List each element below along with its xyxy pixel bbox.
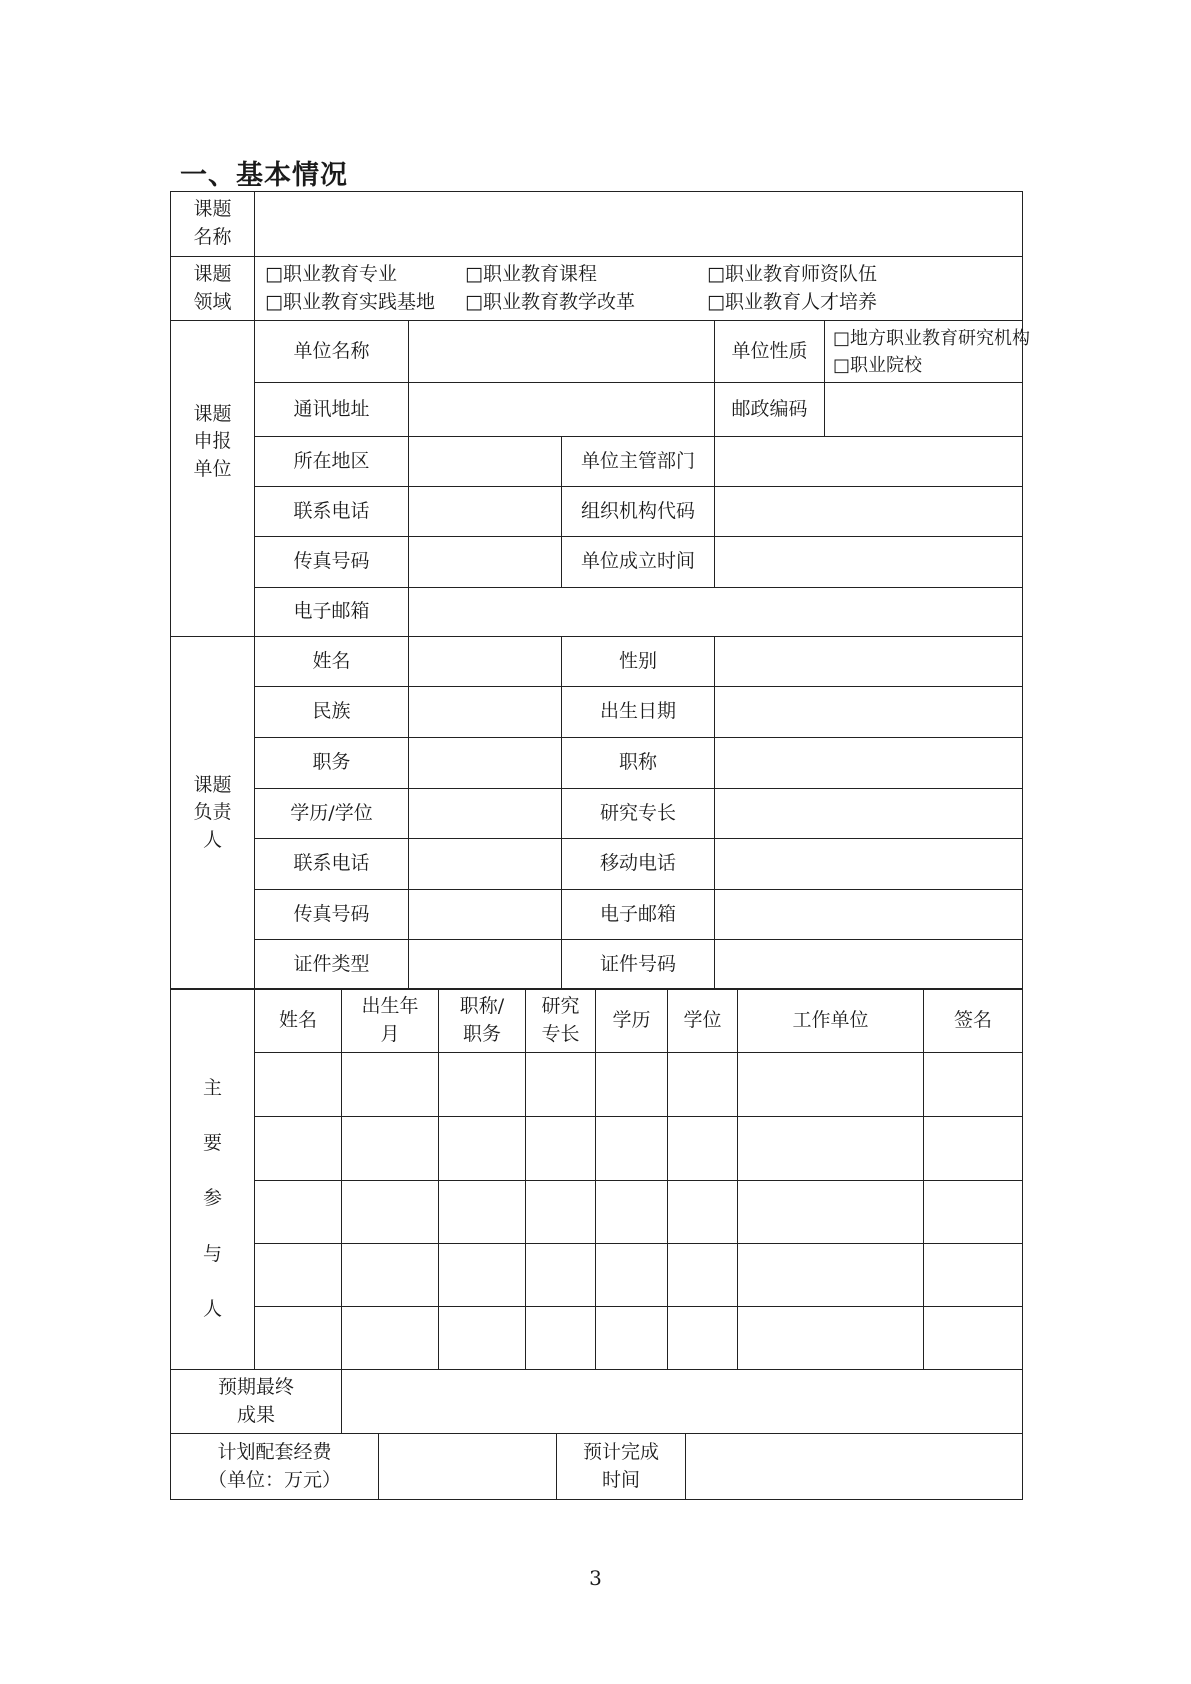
- cell[interactable]: [596, 1053, 668, 1117]
- finish-time-input[interactable]: [686, 1434, 1023, 1500]
- leader-mobile-label: 移动电话: [562, 839, 715, 890]
- cell[interactable]: [596, 1117, 668, 1181]
- unit-phone-input[interactable]: [409, 487, 562, 537]
- unit-nature-options: [825, 321, 1031, 383]
- finish-time-label: 预计完成 时间: [557, 1434, 686, 1500]
- cell[interactable]: [668, 1117, 738, 1181]
- cell[interactable]: [924, 1244, 1023, 1307]
- outcome-table: [170, 1369, 1023, 1434]
- leader-birth-label: 出生日期: [562, 687, 715, 738]
- leader-birth-input[interactable]: [715, 687, 1023, 738]
- leader-id-number-input[interactable]: [715, 940, 1023, 990]
- table-row: [171, 1181, 1023, 1244]
- leader-email-input[interactable]: [715, 890, 1023, 940]
- leader-email-label: 电子邮箱: [562, 890, 715, 940]
- leader-name-label: 姓名: [255, 637, 409, 687]
- cell[interactable]: [342, 1307, 439, 1370]
- leader-id-number-label: 证件号码: [562, 940, 715, 990]
- header-title: 职称/ 职务: [439, 989, 526, 1053]
- cell[interactable]: [924, 1053, 1023, 1117]
- cell[interactable]: [924, 1181, 1023, 1244]
- cell[interactable]: [668, 1053, 738, 1117]
- cell[interactable]: [738, 1307, 924, 1370]
- cell[interactable]: [924, 1307, 1023, 1370]
- cell[interactable]: [526, 1244, 596, 1307]
- unit-table-top: [170, 320, 1031, 437]
- header-education: 学历: [596, 989, 668, 1053]
- unit-address-input[interactable]: [409, 383, 715, 437]
- option-major[interactable]: □职业教育专业: [265, 262, 397, 285]
- participants-section-label: 主 要 参 与 人: [171, 989, 255, 1370]
- leader-position-input[interactable]: [409, 738, 562, 789]
- nature-option-research[interactable]: □地方职业教育研究机构: [833, 327, 1031, 349]
- page-number: 3: [589, 1566, 602, 1590]
- cell[interactable]: [342, 1117, 439, 1181]
- option-teachers[interactable]: □职业教育师资队伍: [707, 262, 877, 285]
- leader-name-input[interactable]: [409, 637, 562, 687]
- nature-option-college[interactable]: □职业院校: [833, 354, 923, 376]
- unit-name-input[interactable]: [409, 321, 715, 383]
- cell[interactable]: [255, 1117, 342, 1181]
- cell[interactable]: [255, 1053, 342, 1117]
- cell[interactable]: [738, 1053, 924, 1117]
- cell[interactable]: [255, 1181, 342, 1244]
- header-signature: 签名: [924, 989, 1023, 1053]
- unit-org-code-label: 组织机构代码: [562, 487, 715, 537]
- section-title: 一、基本情况: [180, 160, 348, 191]
- option-practice-base[interactable]: □职业教育实践基地: [265, 290, 435, 313]
- cell[interactable]: [342, 1244, 439, 1307]
- unit-founded-input[interactable]: [715, 537, 1023, 588]
- cell[interactable]: [526, 1053, 596, 1117]
- cell[interactable]: [439, 1117, 526, 1181]
- header-birth: 出生年 月: [342, 989, 439, 1053]
- unit-name-label: 单位名称: [255, 321, 409, 383]
- leader-position-label: 职务: [255, 738, 409, 789]
- leader-gender-label: 性别: [562, 637, 715, 687]
- topic-table: [170, 191, 1023, 321]
- leader-specialty-input[interactable]: [715, 789, 1023, 839]
- leader-phone-input[interactable]: [409, 839, 562, 890]
- leader-fax-label: 传真号码: [255, 890, 409, 940]
- unit-section-label: 课题 申报 单位: [171, 437, 255, 637]
- topic-name-label: 课题 名称: [171, 192, 255, 257]
- cell[interactable]: [439, 1053, 526, 1117]
- cell[interactable]: [596, 1181, 668, 1244]
- cell[interactable]: [526, 1117, 596, 1181]
- header-specialty: 研究 专长: [526, 989, 596, 1053]
- unit-email-label: 电子邮箱: [255, 588, 409, 637]
- topic-field-label: 课题 领域: [171, 257, 255, 321]
- leader-phone-label: 联系电话: [255, 839, 409, 890]
- unit-region-label: 所在地区: [255, 437, 409, 487]
- participants-table: [170, 988, 1023, 1370]
- leader-specialty-label: 研究专长: [562, 789, 715, 839]
- leader-title-label: 职称: [562, 738, 715, 789]
- outcome-input[interactable]: [342, 1370, 1023, 1434]
- leader-title-input[interactable]: [715, 738, 1023, 789]
- funding-input[interactable]: [379, 1434, 557, 1500]
- funding-table: [170, 1433, 1023, 1500]
- unit-org-code-input[interactable]: [715, 487, 1023, 537]
- leader-ethnicity-label: 民族: [255, 687, 409, 738]
- leader-id-type-input[interactable]: [409, 940, 562, 990]
- topic-field-row-2: [265, 289, 1022, 317]
- topic-field-row-1: [265, 261, 1022, 289]
- cell[interactable]: [439, 1181, 526, 1244]
- cell[interactable]: [596, 1307, 668, 1370]
- leader-ethnicity-input[interactable]: [409, 687, 562, 738]
- table-row: [171, 1307, 1023, 1370]
- leader-education-input[interactable]: [409, 789, 562, 839]
- cell[interactable]: [738, 1117, 924, 1181]
- cell[interactable]: [596, 1244, 668, 1307]
- option-curriculum[interactable]: □职业教育课程: [465, 262, 597, 285]
- cell[interactable]: [439, 1244, 526, 1307]
- option-talent[interactable]: □职业教育人才培养: [707, 290, 877, 313]
- header-work-unit: 工作单位: [738, 989, 924, 1053]
- leader-education-label: 学历/学位: [255, 789, 409, 839]
- cell[interactable]: [924, 1117, 1023, 1181]
- table-row: [171, 1117, 1023, 1181]
- unit-phone-label: 联系电话: [255, 487, 409, 537]
- cell[interactable]: [526, 1307, 596, 1370]
- unit-fax-input[interactable]: [409, 537, 562, 588]
- option-teaching-reform[interactable]: □职业教育教学改革: [465, 290, 635, 313]
- outcome-label: 预期最终 成果: [171, 1370, 342, 1434]
- leader-mobile-input[interactable]: [715, 839, 1023, 890]
- header-name: 姓名: [255, 989, 342, 1053]
- unit-address-label: 通讯地址: [255, 383, 409, 437]
- topic-field-options: [255, 257, 1023, 321]
- cell[interactable]: [255, 1244, 342, 1307]
- leader-gender-input[interactable]: [715, 637, 1023, 687]
- unit-fax-label: 传真号码: [255, 537, 409, 588]
- cell[interactable]: [668, 1307, 738, 1370]
- unit-founded-label: 单位成立时间: [562, 537, 715, 588]
- header-degree: 学位: [668, 989, 738, 1053]
- cell[interactable]: [342, 1053, 439, 1117]
- leader-id-type-label: 证件类型: [255, 940, 409, 990]
- funding-label: 计划配套经费 （单位：万元）: [171, 1434, 379, 1500]
- cell[interactable]: [526, 1181, 596, 1244]
- cell[interactable]: [738, 1181, 924, 1244]
- cell[interactable]: [342, 1181, 439, 1244]
- cell[interactable]: [668, 1181, 738, 1244]
- unit-postcode-input[interactable]: [825, 383, 1023, 437]
- table-row: [171, 1244, 1023, 1307]
- cell[interactable]: [255, 1307, 342, 1370]
- cell[interactable]: [738, 1244, 924, 1307]
- unit-supervisor-label: 单位主管部门: [562, 437, 715, 487]
- unit-supervisor-input[interactable]: [715, 437, 1023, 487]
- unit-nature-label: 单位性质: [715, 321, 825, 383]
- topic-name-input[interactable]: [255, 192, 1023, 257]
- unit-region-input[interactable]: [409, 437, 562, 487]
- cell[interactable]: [668, 1244, 738, 1307]
- cell[interactable]: [439, 1307, 526, 1370]
- unit-postcode-label: 邮政编码: [715, 383, 825, 437]
- leader-fax-input[interactable]: [409, 890, 562, 940]
- unit-email-input[interactable]: [409, 588, 1023, 637]
- table-row: [171, 1053, 1023, 1117]
- leader-section-label: 课题 负责 人: [171, 637, 255, 990]
